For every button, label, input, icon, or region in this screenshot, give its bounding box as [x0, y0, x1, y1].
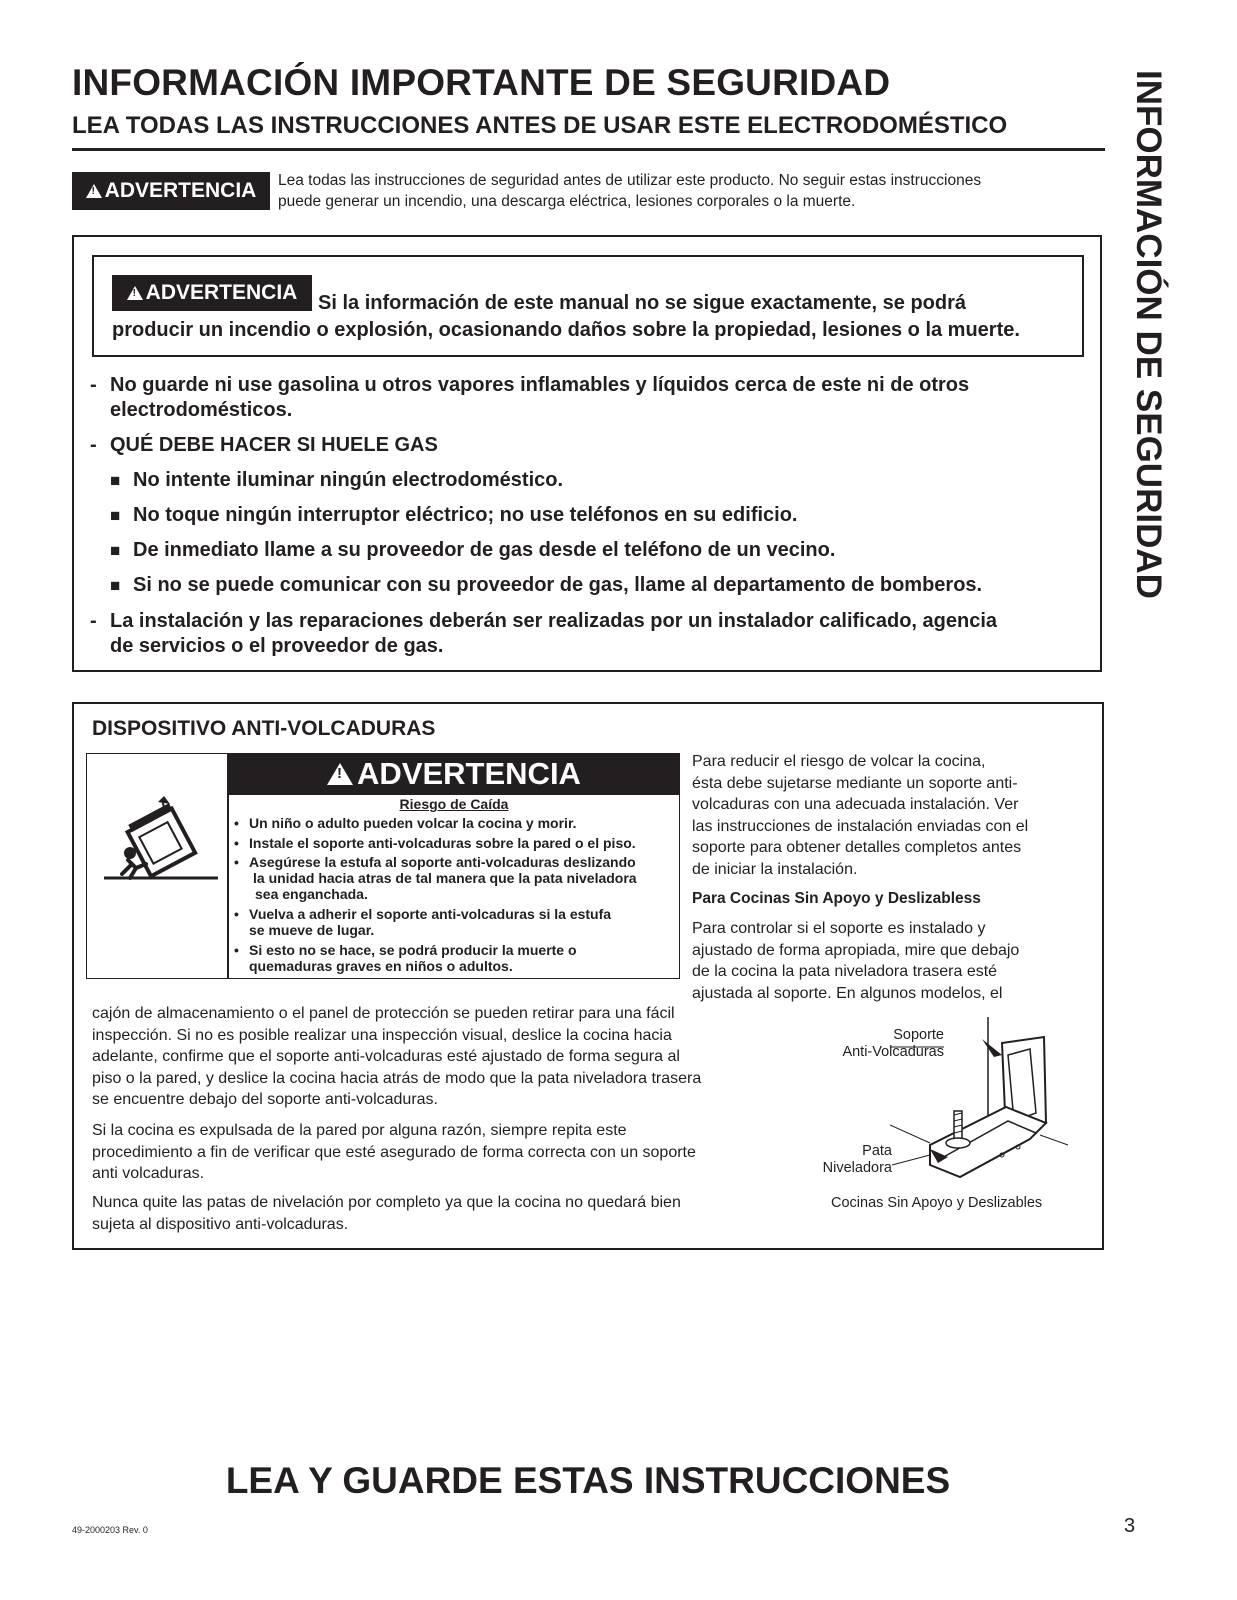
list-item-1-line-1: No guarde ni use gasolina u otros vapores inflamables y líquidos cerca de este ni de otros [110, 374, 970, 396]
list-item-3-line-1: La instalación y las reparaciones deberán ser realizadas por un instalador calificado, agencia [110, 610, 998, 632]
warning-badge [72, 172, 270, 210]
tip-risk-title: Riesgo de Caída [399, 796, 509, 812]
square-bullet: ■ [110, 506, 121, 525]
warning-triangle-icon [327, 763, 353, 785]
figure-label-leg: Pata Niveladora [822, 1143, 892, 1176]
anti-tip-paragraph-1: Para reducir el riesgo de volcar la cocina, ésta debe sujetarse mediante un soporte anti- volcaduras con una adecuada instalación. Ver las instrucciones de instalación enviadas con el soporte para obtener detalles completos antes de iniciar la instalación. [692, 753, 1029, 878]
figure-label-bracket: Soporte Anti-Volcaduras [842, 1027, 944, 1060]
figure-caption: Cocinas Sin Apoyo y Deslizables [831, 1195, 1043, 1211]
sub-item-3: De inmediato llame a su proveedor de gas desde el teléfono de un vecino. [133, 539, 836, 561]
sub-item-1: No intente iluminar ningún electrodoméstico. [133, 469, 564, 491]
bottom-title: LEA Y GUARDE ESTAS INSTRUCCIONES [225, 1460, 951, 1501]
anti-tip-title: DISPOSITIVO ANTI-VOLCADURAS [92, 717, 436, 740]
square-bullet: ■ [110, 541, 121, 560]
intro-line-1: Lea todas las instrucciones de seguridad antes de utilizar este producto. No seguir estas instrucciones [278, 172, 982, 189]
tip-warning-header-label: ADVERTENCIA [357, 756, 581, 791]
bracket-illustration [890, 1015, 1070, 1190]
side-tab-label: INFORMACIÓN DE SEGURIDAD [1129, 70, 1168, 599]
side-tab [1122, 70, 1168, 650]
anti-tip-paragraph-5: Nunca quite las patas de nivelación por completo ya que la cocina no quedará bien sujeta al dispositivo anti-volcaduras. [92, 1194, 681, 1233]
list-dash: - [90, 610, 97, 632]
anti-tip-paragraph-4: Si la cocina es expulsada de la pared por alguna razón, siempre repita este procedimiento a fin de verificar que esté asegurado de forma correcta con un soporte anti volcaduras. [92, 1122, 696, 1182]
header-rule [72, 148, 1105, 151]
tip-bullet-4-line-2: se mueve de lugar. [249, 922, 375, 938]
anti-tip-subheading: Para Cocinas Sin Apoyo y Deslizabless [692, 890, 981, 907]
tip-bullet-5-line-2: quemaduras graves en niños o adultos. [249, 958, 513, 974]
intro-line-2: puede generar un incendio, una descarga eléctrica, lesiones corporales o la muerte. [278, 193, 856, 210]
square-bullet: ■ [110, 576, 121, 595]
page-subtitle: LEA TODAS LAS INSTRUCCIONES ANTES DE USAR ESTE ELECTRODOMÉSTICO [72, 112, 1008, 139]
warning-triangle-icon [127, 286, 143, 300]
warning-triangle-icon [86, 184, 102, 198]
list-item-1-line-2: electrodomésticos. [110, 399, 293, 421]
document-number: 49-2000203 Rev. 0 [72, 1525, 148, 1535]
gas-warning-line-1: Si la información de este manual no se sigue exactamente, se podrá [318, 292, 966, 314]
intro-warning-text [278, 170, 1108, 212]
warning-badge [112, 275, 312, 311]
warning-badge-label: ADVERTENCIA [104, 179, 257, 202]
list-item-2: QUÉ DEBE HACER SI HUELE GAS [110, 434, 438, 456]
page-number: 3 [1124, 1515, 1136, 1537]
anti-tip-paragraph-2: Para controlar si el soporte es instalado y ajustado de forma apropiada, mire que debajo de la cocina la pata niveladora trasera esté ajustada al soporte. En algunos modelos, el [692, 920, 1020, 1002]
sub-item-4: Si no se puede comunicar con su proveedor de gas, llame al departamento de bomberos. [133, 574, 983, 596]
list-item-3-line-2: de servicios o el proveedor de gas. [110, 635, 444, 657]
anti-tip-paragraph-3: cajón de almacenamiento o el panel de protección se pueden retirar para una fácil inspección. Si no es posible realizar una inspección visual, deslice la cocina hacia adelante, confirme que el soporte anti-volcaduras esté ajustado de forma segura al piso o la pared, y deslice la cocina hacia atrás de modo que la pata niveladora trasera se encuentre debajo del soporte anti-volcaduras. [92, 1005, 702, 1108]
gas-warning-line-2: producir un incendio o explosión, ocasionando daños sobre la propiedad, lesiones o la muerte. [112, 319, 1020, 341]
warning-badge-label: ADVERTENCIA [145, 281, 298, 304]
tip-bullet-3-line-2: la unidad hacia atras de tal manera que la pata niveladora [253, 870, 637, 886]
tip-bullet-3-line-3: sea enganchada. [255, 886, 368, 902]
tip-over-icon [100, 790, 222, 890]
page-title: INFORMACIÓN IMPORTANTE DE SEGURIDAD [72, 62, 891, 103]
list-dash: - [90, 374, 97, 396]
sub-item-2: No toque ningún interruptor eléctrico; no use teléfonos en su edificio. [133, 504, 798, 526]
list-dash: - [90, 434, 97, 456]
square-bullet: ■ [110, 471, 121, 490]
tip-warning-header [228, 753, 680, 795]
